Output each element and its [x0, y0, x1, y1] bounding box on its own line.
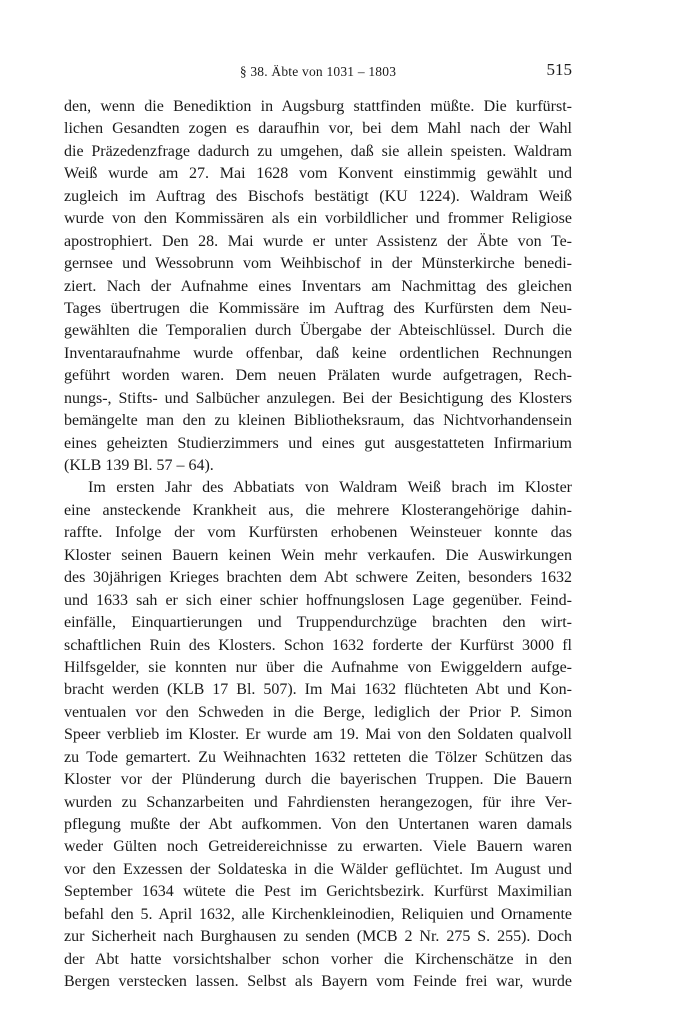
- text-line: ziert. Nach der Aufnahme eines Inventars am Nachmittag des gleichen: [64, 277, 572, 295]
- text-line: apostrophiert. Den 28. Mai wurde er unter Assistenz der Äbte von Te-: [64, 232, 572, 250]
- body-text: [64, 96, 572, 994]
- text-line: den, wenn die Benediktion in Augsburg stattfinden müßte. Die kurfürst-: [64, 98, 572, 115]
- text-line: des 30jährigen Krieges brachten dem Abt schwere Zeiten, besonders 1632: [64, 569, 572, 587]
- text-line: wurde von den Kommissären als ein vorbildlicher und frommer Religiose: [64, 210, 572, 228]
- text-line: weder Gülten noch Getreidereichnisse zu erwarten. Viele Bauern waren: [64, 838, 572, 856]
- text-line: bracht werden (KLB 17 Bl. 507). Im Mai 1632 flüchteten Abt und Kon-: [64, 681, 572, 699]
- text-line: zugleich im Auftrag des Bischofs bestätigt (KU 1224). Waldram Weiß: [64, 187, 572, 205]
- text-line: ventualen vor den Schweden in die Berge, lediglich der Prior P. Simon: [64, 703, 572, 721]
- text-line: geführt worden waren. Dem neuen Prälaten wurde aufgetragen, Rech-: [64, 367, 572, 385]
- text-line: Tages übertrugen die Kommissäre im Auftrag des Kurfürsten dem Neu-: [64, 299, 572, 317]
- text-line: Inventaraufnahme wurde offenbar, daß keine ordentlichen Rechnungen: [64, 344, 572, 362]
- text-line: Kloster vor der Plünderung durch die bayerischen Truppen. Die Bauern: [64, 771, 572, 789]
- text-line: Kloster seinen Bauern keinen Wein mehr verkaufen. Die Auswirkungen: [64, 546, 572, 564]
- text-line: Bergen verstecken lassen. Selbst als Bayern vom Feinde frei war, wurde: [64, 973, 572, 991]
- text-line: September 1634 wütete die Pest im Gerichtsbezirk. Kurfürst Maximilian: [64, 883, 572, 901]
- text-line: zur Sicherheit nach Burghausen zu senden (MCB 2 Nr. 275 S. 255). Doch: [64, 928, 572, 946]
- text-line: zu Tode gemartert. Zu Weihnachten 1632 retteten die Tölzer Schützen das: [64, 748, 572, 766]
- text-line: Speer verblieb im Kloster. Er wurde am 19. Mai von den Soldaten qualvoll: [64, 726, 572, 744]
- text-line: (KLB 139 Bl. 57 – 64).: [64, 457, 214, 474]
- text-line: die Präzedenzfrage dadurch zu umgehen, daß sie allein speisten. Waldram: [64, 142, 572, 160]
- text-line: wurden zu Schanzarbeiten und Fahrdiensten herangezogen, für ihre Ver-: [64, 793, 572, 811]
- text-line: der Abt hatte vorsichtshalber schon vorher die Kirchenschätze in den: [64, 950, 572, 968]
- text-line: und 1633 sah er sich einer schier hoffnungslosen Lage gegenüber. Feind-: [64, 591, 572, 609]
- text-line: befahl den 5. April 1632, alle Kirchenkleinodien, Reliquien und Ornamente: [64, 905, 572, 923]
- text-line: eines geheizten Studierzimmers und eines gut ausgestatteten Infirmarium: [64, 434, 572, 452]
- text-line: gernsee und Wessobrunn vom Weihbischof in der Münsterkirche benedi-: [64, 255, 572, 273]
- text-line: vor den Exzessen der Soldateska in die Wälder geflüchtet. Im August und: [64, 860, 572, 878]
- paragraph: [64, 477, 572, 993]
- page-header: [64, 58, 572, 84]
- text-line: pflegung mußte der Abt aufkommen. Von den Untertanen waren damals: [64, 816, 572, 833]
- text-line: gewählten die Temporalien durch Übergabe der Abteischlüssel. Durch die: [64, 322, 572, 340]
- text-line: eine ansteckende Krankheit aus, die mehrere Klosterangehörige dahin-: [64, 501, 572, 519]
- running-head: § 38. Äbte von 1031 – 1803: [239, 64, 397, 79]
- paragraph: [64, 96, 572, 477]
- page-number: 515: [546, 60, 572, 79]
- text-line: nungs-, Stifts- und Salbücher anzulegen. Bei der Besichtigung des Klosters: [64, 389, 572, 407]
- text-line: Im ersten Jahr des Abbatiats von Waldram Weiß brach im Kloster: [88, 479, 572, 497]
- text-line: raffte. Infolge der vom Kurfürsten erhobenen Weinsteuer konnte das: [64, 524, 572, 542]
- text-line: Hilfsgelder, sie konnten nur über die Aufnahme von Ewiggeldern aufge-: [64, 658, 572, 676]
- text-line: lichen Gesandten zogen es daraufhin vor, bei dem Mahl nach der Wahl: [64, 120, 572, 138]
- text-line: Weiß wurde am 27. Mai 1628 vom Konvent einstimmig gewählt und: [64, 165, 572, 183]
- text-line: bemängelte man den zu kleinen Bibliotheksraum, das Nichtvorhandensein: [64, 412, 572, 430]
- text-line: einfälle, Einquartierungen und Truppendurchzüge brachten den wirt-: [64, 614, 572, 632]
- text-line: schaftlichen Ruin des Klosters. Schon 1632 forderte der Kurfürst 3000 fl: [64, 636, 572, 654]
